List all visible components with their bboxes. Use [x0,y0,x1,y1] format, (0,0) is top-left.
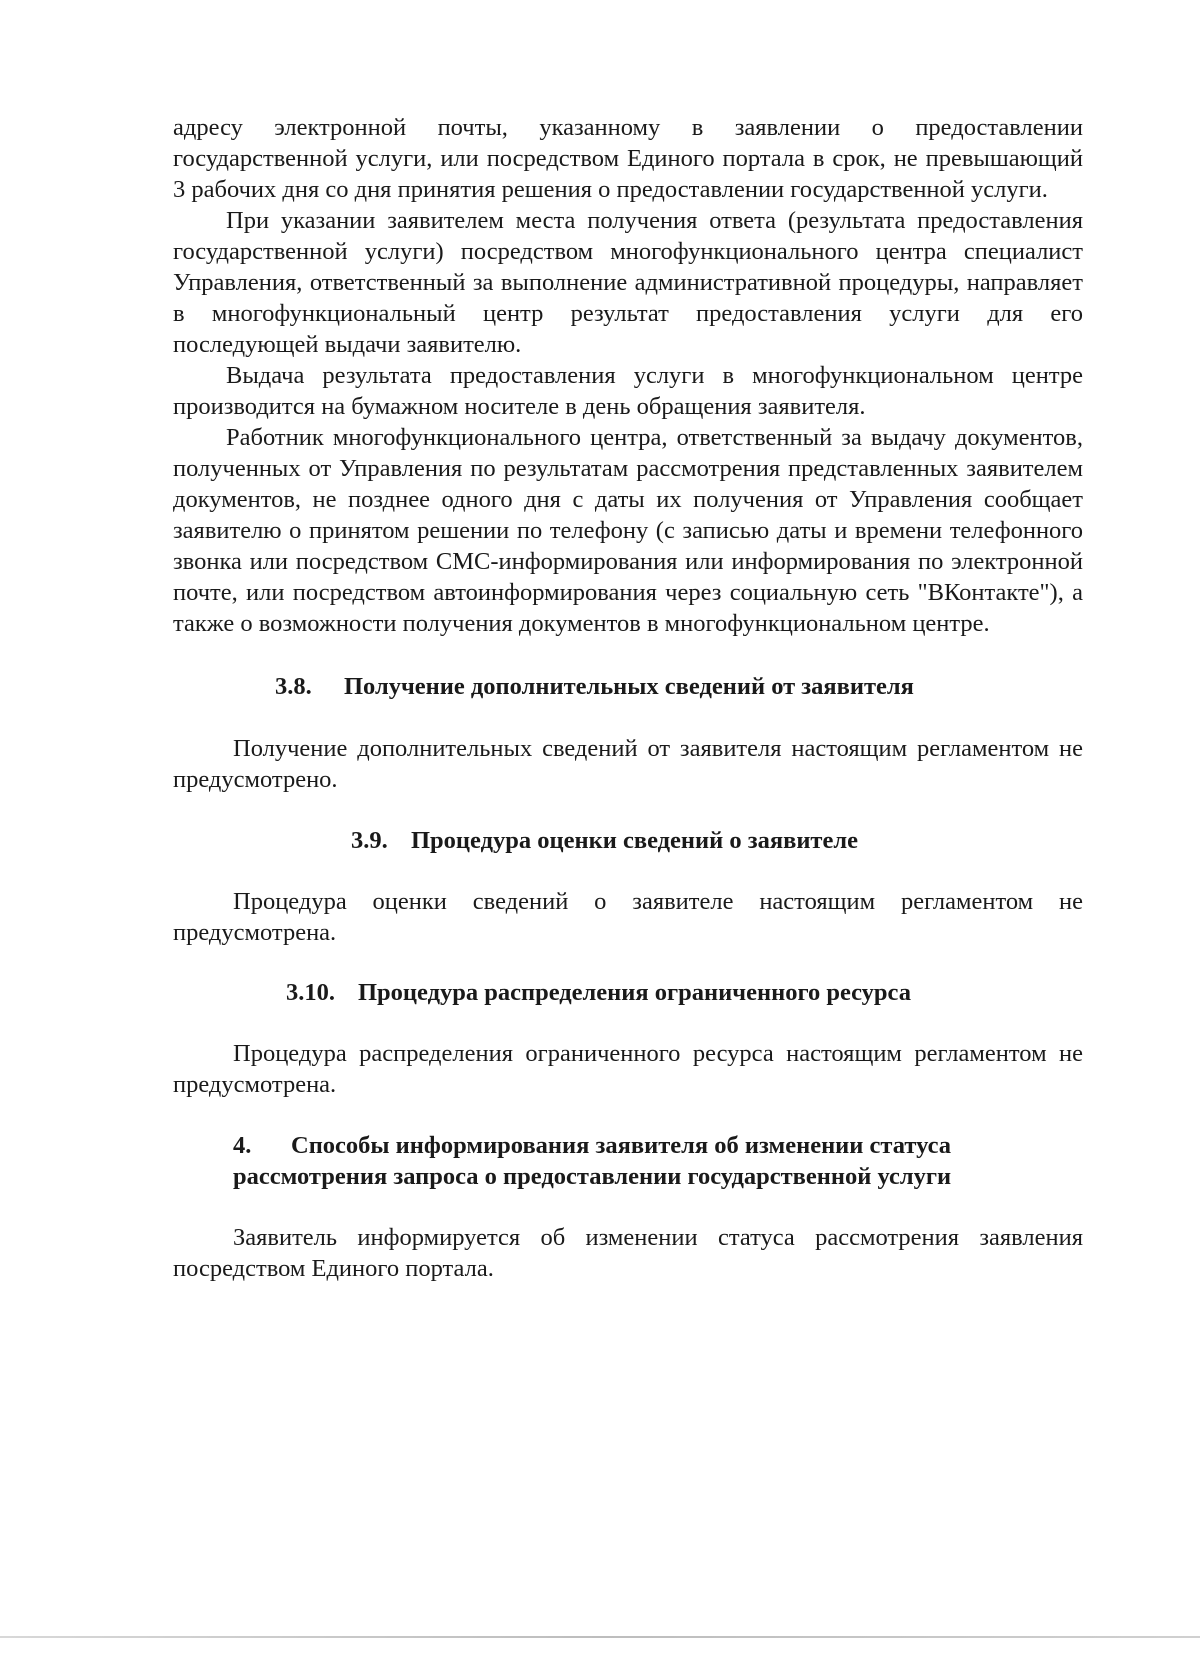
section-body-4: Заявитель информируется об изменении статуса рассмотрения заявления посредством Единого портала. [173,1224,1083,1282]
section-title: Процедура распределения ограниченного ресурса [358,979,911,1006]
paragraph-mfc-notification: Работник многофункционального центра, ответственный за выдачу документов, полученных от Управления по результатам рассмотрения представленных заявителем документов, не позднее одного дня с даты их получения от Управления сообщает заявителю о принятом решении по телефону (с записью даты и времени телефонного звонка или посредством СМС-информирования или информирования по электронной почте, или посредством автоинформирования через социальную сеть "ВКонтакте"), а также о возможности получения документов в многофункциональном центре. [173,424,1083,637]
paragraph-mfc-delivery: При указании заявителем места получения ответа (результата предоставления государственной услуги) посредством многофункционального центра специалист Управления, ответственный за выполнение административной процедуры, направляет в многофункциональный центр результат предоставления услуги для его последующей выдачи заявителю. [173,207,1083,358]
section-title-line-2: рассмотрения запроса о предоставлении государственной услуги [233,1163,952,1190]
section-heading-3-10 [173,977,1083,1008]
section-body-3-8: Получение дополнительных сведений от заявителя настоящим регламентом не предусмотрено. [173,735,1083,793]
scan-edge-rule [0,1636,1200,1638]
paragraph-paper-issuance: Выдача результата предоставления услуги в многофункциональном центре производится на бумажном носителе в день обращения заявителя. [173,362,1083,420]
section-title: Процедура оценки сведений о заявителе [411,827,858,854]
section-number: 3.10. [286,979,335,1006]
section-heading-4 [173,1130,1083,1192]
section-title-line-1: Способы информирования заявителя об изменении статуса [291,1132,951,1159]
section-number: 3.8. [275,673,312,700]
section-number: 3.9. [351,827,388,854]
section-body-3-9: Процедура оценки сведений о заявителе настоящим регламентом не предусмотрена. [173,888,1083,946]
section-heading-3-8 [173,671,1083,702]
document-page [173,112,1083,1284]
section-body-3-10: Процедура распределения ограниченного ресурса настоящим регламентом не предусмотрена. [173,1040,1083,1098]
paragraph-email-delivery: адресу электронной почты, указанному в заявлении о предоставлении государственной услуги, или посредством Единого портала в срок, не превышающий 3 рабочих дня со дня принятия решения о предоставлении государственной услуги. [173,114,1083,203]
section-heading-3-9 [173,825,1083,856]
section-title: Получение дополнительных сведений от заявителя [344,673,914,700]
section-number: 4. [233,1132,252,1159]
